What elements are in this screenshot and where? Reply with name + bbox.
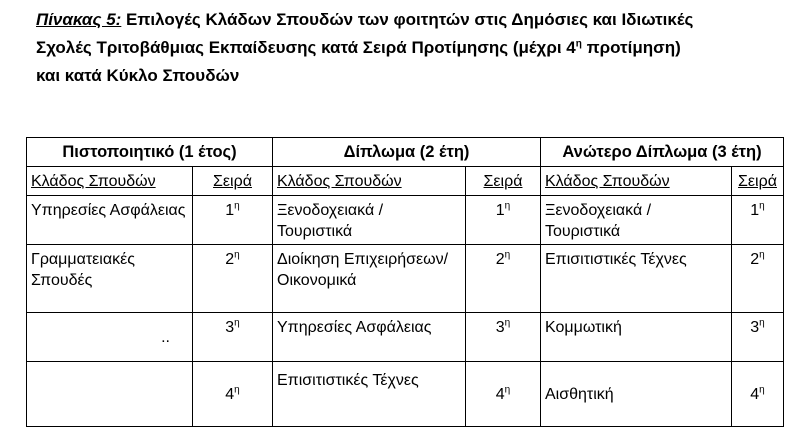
rank-number: 4	[225, 385, 235, 403]
caption-line-2-end: προτίμηση)	[581, 38, 681, 57]
group-header-higher-diploma: Ανώτερο Δίπλωμα (3 έτη)	[541, 138, 784, 167]
field-cell	[27, 362, 193, 427]
rank-suffix: η	[234, 384, 240, 396]
field-cell: Ξενοδοχειακά / Τουριστικά	[273, 196, 466, 245]
table-row	[27, 196, 784, 245]
sub-header-field	[273, 167, 466, 196]
sub-header-field-label: Κλάδος Σπουδών	[277, 172, 402, 190]
field-cell: ..	[27, 313, 193, 362]
field-cell: Κομμωτική	[541, 313, 732, 362]
rank-number: 4	[750, 385, 760, 403]
table-row	[27, 245, 784, 313]
rank-suffix: η	[234, 200, 240, 212]
rank-number: 3	[225, 319, 235, 336]
caption-line-2-text: Σχολές Τριτοβάθμιας Εκπαίδευσης κατά Σειρά Προτίμησης (μέχρι 4	[36, 38, 576, 57]
sub-header-row	[27, 167, 784, 196]
rank-suffix: η	[759, 317, 765, 329]
rank-suffix: η	[504, 200, 511, 212]
rank-cell	[732, 313, 784, 362]
rank-cell	[193, 313, 273, 362]
caption-line-2	[36, 34, 776, 62]
caption-prefix: Πίνακας 5:	[36, 10, 122, 29]
field-cell: Γραμματειακές Σπουδές	[27, 245, 193, 313]
rank-number: 1	[750, 202, 760, 219]
sub-header-rank: Σειρά	[466, 167, 541, 196]
sub-header-rank: Σειρά	[193, 167, 273, 196]
rank-number: 3	[495, 319, 505, 336]
rank-number: 2	[495, 251, 505, 268]
group-header-certificate: Πιστοποιητικό (1 έτος)	[27, 138, 273, 167]
sub-header-field-label: Κλάδος Σπουδών	[31, 172, 156, 190]
rank-number: 2	[750, 251, 760, 268]
sub-header-field	[541, 167, 732, 196]
field-cell: Υπηρεσίες Ασφάλειας	[27, 196, 193, 245]
rank-cell	[193, 196, 273, 245]
field-cell: Επισιτιστικές Τέχνες	[273, 362, 466, 427]
caption-line-1-text: Επιλογές Κλάδων Σπουδών των φοιτητών στις Δημόσιες και Ιδιωτικές	[121, 10, 694, 29]
field-cell: Αισθητική	[541, 362, 732, 427]
field-cell: Διοίκηση Επιχειρήσεων/ Οικονομικά	[273, 245, 466, 313]
rank-cell	[466, 313, 541, 362]
rank-number: 1	[225, 202, 235, 219]
group-header-row	[27, 138, 784, 167]
sub-header-rank: Σειρά	[732, 167, 784, 196]
field-cell: Ξενοδοχειακά / Τουριστικά	[541, 196, 732, 245]
table-row	[27, 313, 784, 362]
rank-cell	[732, 196, 784, 245]
table-caption	[36, 6, 776, 90]
caption-line-3: και κατά Κύκλο Σπουδών	[36, 66, 240, 85]
field-cell: Επισιτιστικές Τέχνες	[541, 245, 732, 313]
rank-number: 1	[495, 202, 505, 219]
rank-number: 3	[750, 319, 760, 336]
rank-cell	[732, 362, 784, 427]
rank-suffix: η	[504, 317, 511, 329]
rank-suffix: η	[759, 384, 765, 396]
rank-number: 4	[495, 385, 505, 403]
rank-suffix: η	[504, 249, 511, 261]
field-cell: Υπηρεσίες Ασφάλειας	[273, 313, 466, 362]
rank-number: 2	[225, 251, 235, 268]
rank-cell	[193, 362, 273, 427]
rank-cell	[466, 362, 541, 427]
table-row	[27, 362, 784, 427]
sub-header-field	[27, 167, 193, 196]
rank-suffix: η	[234, 317, 240, 329]
group-header-diploma: Δίπλωμα (2 έτη)	[273, 138, 541, 167]
rank-cell	[732, 245, 784, 313]
rank-suffix: η	[759, 200, 765, 212]
caption-line-1	[36, 6, 776, 34]
study-fields-table	[26, 137, 784, 427]
rank-suffix: η	[759, 249, 765, 261]
rank-cell	[466, 196, 541, 245]
sub-header-field-label: Κλάδος Σπουδών	[545, 172, 670, 190]
rank-suffix: η	[234, 249, 240, 261]
rank-cell	[466, 245, 541, 313]
rank-suffix: η	[504, 384, 511, 396]
caption-superscript: η	[575, 38, 582, 50]
rank-cell	[193, 245, 273, 313]
